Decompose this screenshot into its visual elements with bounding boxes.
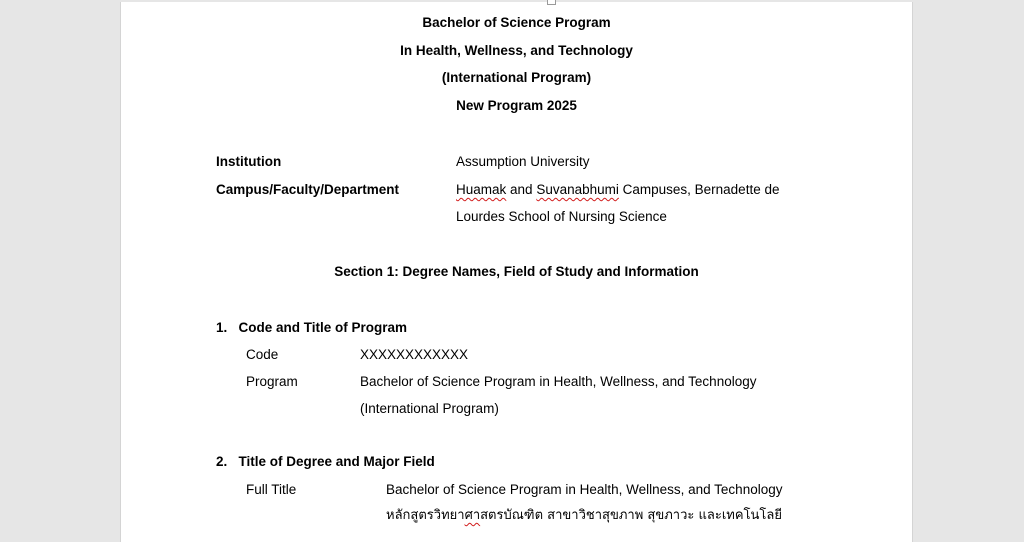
thai-part-b: ศา [464, 508, 481, 523]
title-line-1: Bachelor of Science Program [422, 15, 611, 30]
title-line-4: New Program 2025 [456, 98, 577, 113]
institution-value: Assumption University [456, 154, 590, 169]
program-value-line-1: Bachelor of Science Program in Health, Wellness, and Technology [360, 374, 757, 389]
campus-word-rest: Campuses, Bernadette de [618, 182, 780, 197]
item-1-heading: 1. Code and Title of Program [216, 320, 408, 335]
item-2-heading: 2. Title of Degree and Major Field [216, 454, 435, 469]
campus-word-suvanabhumi: Suvanabhumi [536, 182, 619, 197]
program-value-line-2: (International Program) [360, 401, 499, 416]
full-title-thai [386, 508, 782, 524]
full-title-label: Full Title [246, 482, 297, 497]
institution-label: Institution [216, 154, 282, 169]
campus-word-and: and [506, 182, 537, 197]
page-marker [547, 0, 556, 5]
program-label: Program [246, 374, 298, 389]
document-page[interactable] [120, 2, 913, 542]
code-label: Code [246, 347, 279, 362]
campus-word-huamak: Huamak [456, 182, 507, 197]
section-1-title: Section 1: Degree Names, Field of Study and Information [334, 264, 699, 279]
title-line-2: In Health, Wellness, and Technology [400, 43, 633, 58]
thai-part-a: หลักสูตรวิทยา [386, 508, 465, 523]
full-title-english: Bachelor of Science Program in Health, Wellness, and Technology [386, 482, 783, 497]
campus-label: Campus/Faculty/Department [216, 182, 400, 197]
thai-part-c: สตรบัณฑิต สาขาวิชาสุขภาพ สุขภาวะ และเทคโนโลยี [480, 508, 782, 523]
code-value: XXXXXXXXXXXX [360, 347, 469, 362]
title-line-3: (International Program) [441, 70, 592, 85]
campus-value-line-1 [456, 182, 779, 198]
campus-value-line-2: Lourdes School of Nursing Science [456, 209, 667, 224]
